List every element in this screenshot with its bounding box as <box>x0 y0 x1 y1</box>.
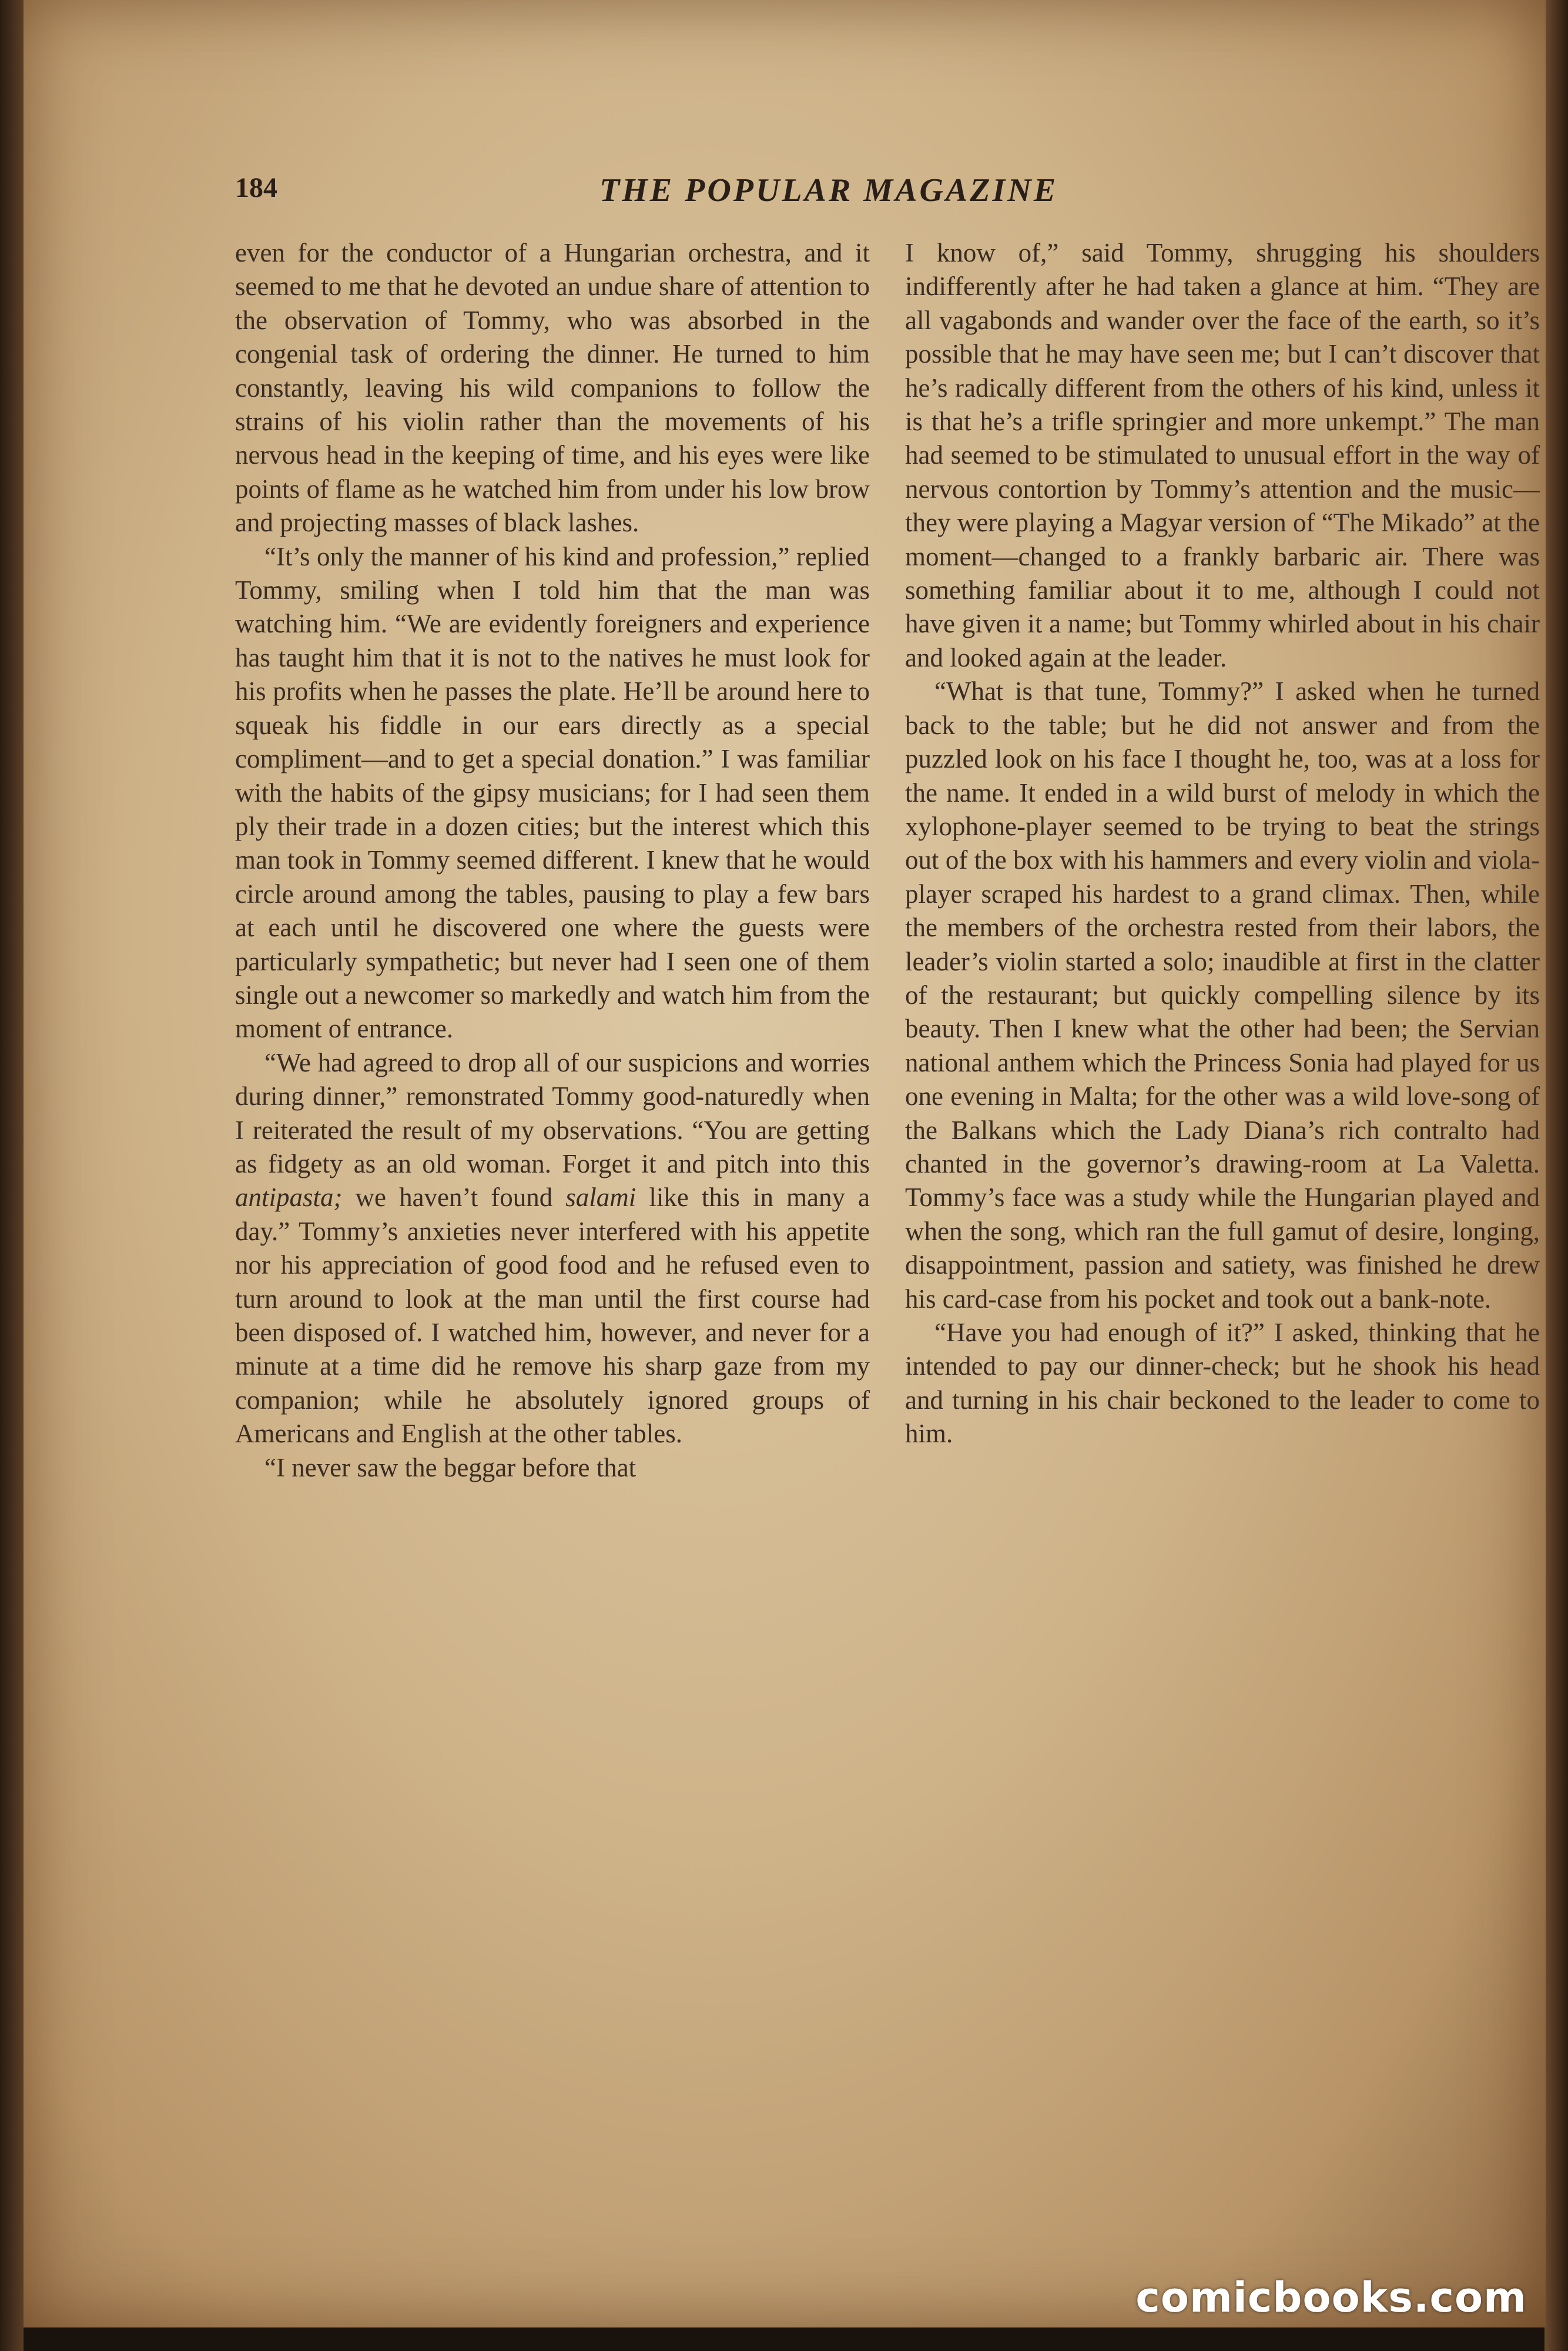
left-paragraph-3 <box>235 1046 870 1451</box>
left-paragraph-3-text-b: we haven’t found <box>342 1183 566 1213</box>
left-text-column <box>235 236 870 1485</box>
left-paragraph-4: “I never saw the beggar before that <box>264 1452 636 1482</box>
italic-antipasta: antipasta; <box>235 1183 343 1213</box>
right-text-column <box>905 236 1540 1451</box>
right-paragraph-3: “Have you had enough of it?” I asked, thinking that he intended to pay our dinner-check; but he shook his head and turning in his chair beckoned to the leader to come to him. <box>905 1318 1540 1449</box>
left-paragraph-1: even for the conductor of a Hungarian orchestra, and it seemed to me that he devoted an undue share of attention to the observation of Tommy, who was absorbed in the congenial task of ordering the dinner. He turned to him constantly, leaving his wild companions to follow the strains of his violin rather than the movements of his nervous head in the keeping of time, and his eyes were like points of flame as he watched him from under his low brow and projecting masses of black lashes. <box>235 238 870 538</box>
left-paragraph-2: “It’s only the manner of his kind and profession,” replied Tommy, smiling when I told him that the man was watching him. “We are evidently foreigners and experience has taught him that it is not to the natives he must look for his profits when he passes the plate. He’ll be around here to squeak his fiddle in our ears directly as a special compliment—and to get a special donation.” I was familiar with the habits of the gipsy musicians; for I had seen them ply their trade in a dozen cities; but the interest which this man took in Tommy seemed different. I knew that he would circle around among the tables, pausing to play a few bars at each until he discovered one where the guests were particularly sympathetic; but never had I seen one of them single out a newcomer so markedly and watch him from the moment of entrance. <box>235 541 870 1044</box>
left-paragraph-3-text-c: like this in many a day.” Tommy’s anxieties never interfered with his appetite nor his appreciation of good food and he refused even to turn around to look at the man until the first course had been disposed of. I watched him, however, and never for a minute at a time did he remove his sharp gaze from my companion; while he absolutely ignored groups of Americans and English at the other tables. <box>235 1183 870 1449</box>
watermark: comicbooks.com <box>1135 2273 1527 2322</box>
page-header <box>235 172 1305 213</box>
left-paragraph-3-text-a: “We had agreed to drop all of our suspicions and worries during dinner,” remonstrated Tommy good-naturedly when I reiterated the result of my observations. “You are getting as fidgety as an old woman. Forget it and pitch into this <box>235 1047 870 1178</box>
page-number: 184 <box>235 172 277 203</box>
right-paragraph-2: “What is that tune, Tommy?” I asked when he turned back to the table; but he did not answer and from the puzzled look on his face I thought he, too, was at a loss for the name. It ended in a wild burst of melody in which the xylophone-player seemed to be trying to beat the strings out of the box with his hammers and every violin and viola-player scraped his hardest to a grand climax. Then, while the members of the orchestra rested from their labors, the leader’s violin started a solo; inaudible at first in the clatter of the restaurant; but quickly compelling silence by its beauty. Then I knew what the other had been; the Servian national anthem which the Princess Sonia had played for us one evening in Malta; for the other was a wild love-song of the Balkans which the Lady Diana’s rich contralto had chanted in the governor’s drawing-room at La Valetta. Tommy’s face was a study while the Hungarian played and when the song, which ran the full gamut of desire, longing, disappointment, passion and satiety, was finished he drew his card-case from his pocket and took out a bank-note. <box>905 677 1540 1314</box>
right-page-edge <box>1544 0 1568 2351</box>
italic-salami: salami <box>565 1183 636 1213</box>
left-page-edge <box>0 0 24 2351</box>
right-paragraph-1: I know of,” said Tommy, shrugging his shoulders indifferently after he had taken a glance at him. “They are all vagabonds and wander over the face of the earth, so it’s possible that he may have seen me; but I can’t discover that he’s radically different from the others of his kind, unless it is that he’s a trifle springier and more unkempt.” The man had seemed to be stimulated to unusual effort in the way of nervous contortion by Tommy’s attention and the music—they were playing a Magyar version of “The Mikado” at the moment—changed to a frankly barbaric air. There was something familiar about it to me, although I could not have given it a name; but Tommy whirled about in his chair and looked again at the leader. <box>905 238 1540 672</box>
magazine-title: THE POPULAR MAGAZINE <box>599 172 1058 209</box>
